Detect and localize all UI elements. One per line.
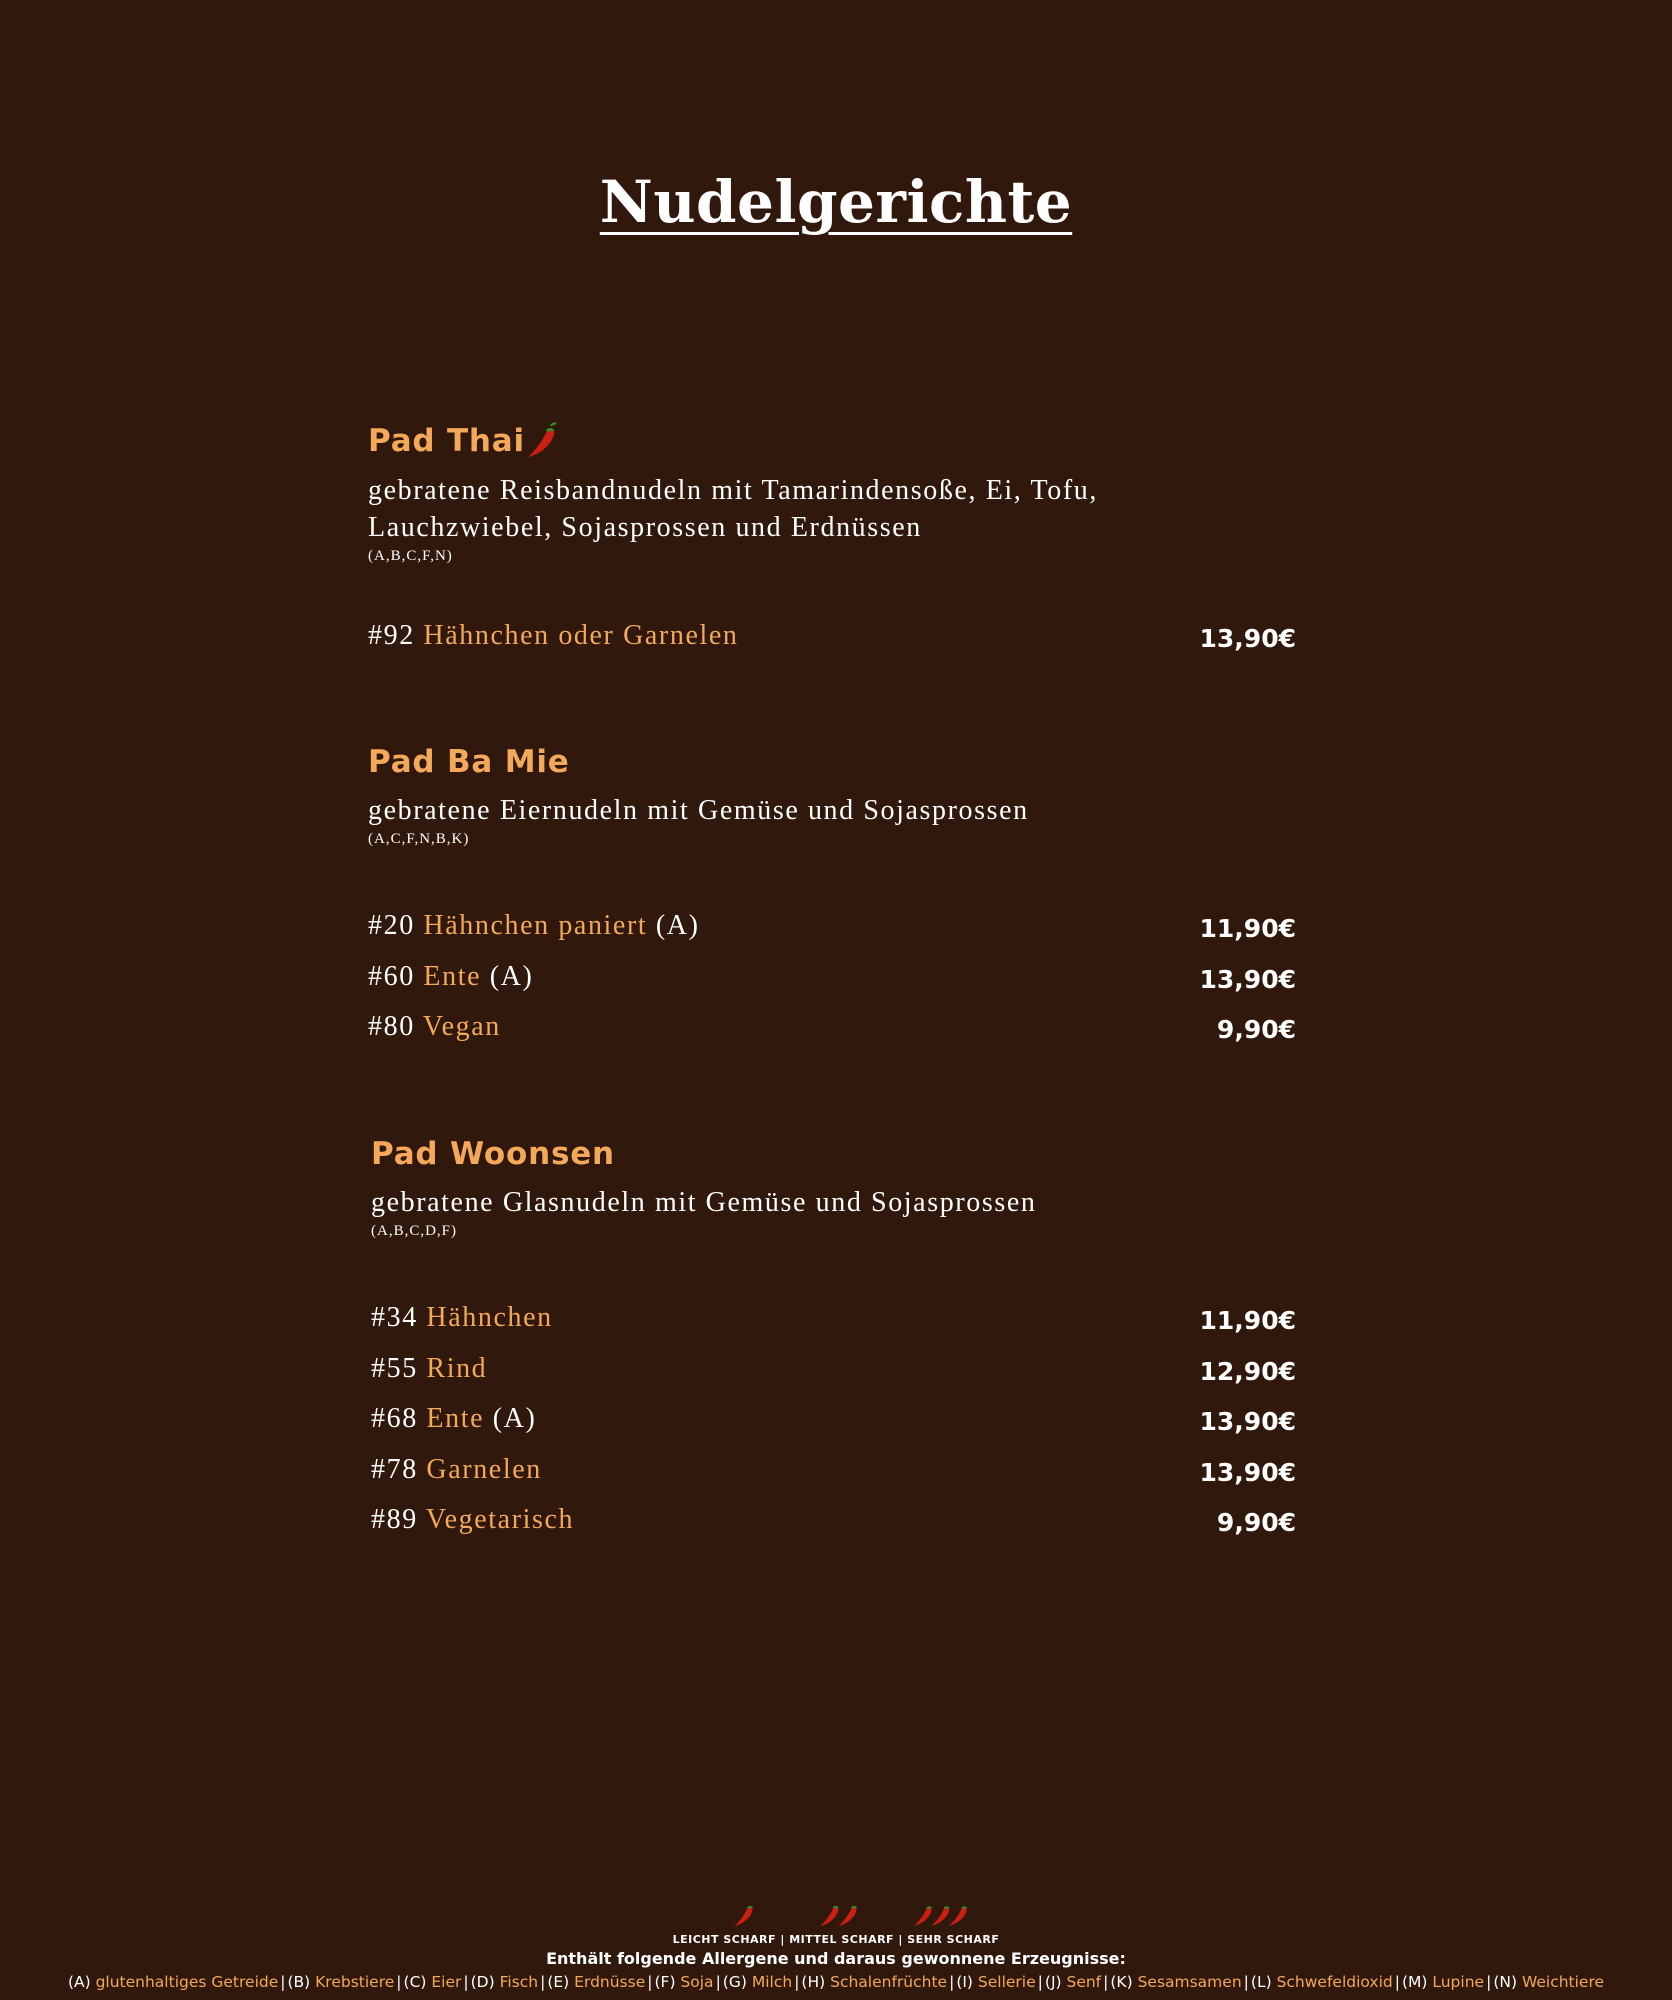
item-number: #55 bbox=[371, 1352, 418, 1384]
spice-legend: LEICHT SCHARF | MITTEL SCHARF | SEHR SCHARF bbox=[672, 1933, 1000, 1946]
item-list-pad-thai bbox=[368, 620, 1296, 671]
item-name: Ente bbox=[426, 1403, 485, 1435]
menu-item-label bbox=[371, 1403, 536, 1435]
menu-item-label bbox=[368, 1011, 501, 1043]
item-price: 12,90€ bbox=[1199, 1356, 1296, 1386]
item-name: Vegetarisch bbox=[425, 1504, 575, 1536]
item-price: 13,90€ bbox=[1199, 964, 1296, 994]
section-pad-woonsen bbox=[371, 1136, 1299, 1240]
item-name: Ente bbox=[423, 960, 482, 992]
allergen-legend bbox=[0, 1973, 1672, 1991]
section-title-text: Pad Thai bbox=[368, 423, 525, 459]
menu-item-label bbox=[371, 1504, 574, 1536]
allergen-name: Sesamsamen bbox=[1137, 1973, 1242, 1991]
allergen-code: (E) bbox=[547, 1973, 575, 1991]
item-name: Vegan bbox=[422, 1011, 501, 1043]
item-number: #68 bbox=[371, 1403, 418, 1435]
menu-item bbox=[371, 1504, 1296, 1555]
menu-item-label bbox=[368, 620, 739, 652]
separator: | bbox=[1103, 1973, 1109, 1991]
allergen-codes: (A,B,C,F,N) bbox=[368, 548, 453, 564]
allergen-name: Schalenfrüchte bbox=[830, 1973, 948, 1991]
separator: | bbox=[396, 1973, 402, 1991]
item-price: 11,90€ bbox=[1199, 914, 1296, 943]
chili-icon bbox=[732, 1900, 756, 1930]
allergen-code: (K) bbox=[1110, 1973, 1138, 1991]
item-allergen-note: (A) bbox=[489, 960, 534, 992]
allergen-name: Soja bbox=[680, 1973, 714, 1991]
chili-pair-icon bbox=[818, 1900, 860, 1930]
allergen-heading: Enthält folgende Allergene und daraus gewonnene Erzeugnisse: bbox=[546, 1949, 1126, 1968]
separator: | bbox=[1486, 1973, 1492, 1991]
allergen-name: glutenhaltiges Getreide bbox=[95, 1973, 279, 1991]
menu-item bbox=[368, 910, 1296, 961]
item-number: #78 bbox=[371, 1453, 418, 1485]
separator: | bbox=[540, 1973, 546, 1991]
menu-item bbox=[371, 1353, 1296, 1404]
menu-item bbox=[368, 961, 1296, 1012]
item-name: Garnelen bbox=[426, 1453, 542, 1485]
menu-item bbox=[371, 1403, 1296, 1454]
allergen-codes: (A,C,F,N,B,K) bbox=[368, 831, 470, 847]
menu-item-label bbox=[371, 1454, 542, 1486]
menu-item-label bbox=[368, 910, 700, 942]
allergen-name: Fisch bbox=[499, 1973, 539, 1991]
item-name: Hähnchen paniert bbox=[423, 910, 648, 941]
item-number: #80 bbox=[368, 1011, 415, 1043]
allergen-name: Milch bbox=[751, 1973, 793, 1991]
item-price: 13,90€ bbox=[1199, 624, 1296, 653]
section-pad-ba-mie bbox=[368, 744, 1296, 848]
menu-item-label bbox=[371, 1353, 487, 1385]
item-list-pad-ba-mie bbox=[368, 910, 1296, 1062]
item-number: #92 bbox=[368, 620, 415, 651]
allergen-code: (F) bbox=[654, 1973, 681, 1991]
item-number: #60 bbox=[368, 960, 415, 992]
separator: | bbox=[1037, 1973, 1043, 1991]
allergen-name: Eier bbox=[431, 1973, 462, 1991]
item-number: #34 bbox=[371, 1302, 418, 1333]
description-line: gebratene Reisbandnudeln mit Tamarindensoße, Ei, Tofu, bbox=[368, 475, 1098, 506]
allergen-code: (G) bbox=[722, 1973, 752, 1991]
allergen-code: (L) bbox=[1250, 1973, 1277, 1991]
description-line: Lauchzwiebel, Sojasprossen und Erdnüssen bbox=[368, 512, 922, 543]
separator: | bbox=[280, 1973, 286, 1991]
menu-item bbox=[371, 1454, 1296, 1505]
allergen-code: (N) bbox=[1493, 1973, 1522, 1991]
section-title bbox=[368, 422, 1296, 460]
item-price: 9,90€ bbox=[1216, 1015, 1296, 1045]
separator: | bbox=[949, 1973, 955, 1991]
section-title-text: Pad Woonsen bbox=[371, 1136, 615, 1172]
item-price: 9,90€ bbox=[1216, 1508, 1296, 1538]
separator: | bbox=[1394, 1973, 1400, 1991]
allergen-code: (C) bbox=[403, 1973, 432, 1991]
item-number: #20 bbox=[368, 910, 415, 941]
allergen-code: (D) bbox=[470, 1973, 500, 1991]
allergen-code: (H) bbox=[801, 1973, 831, 1991]
menu-item bbox=[368, 1011, 1296, 1062]
section-description bbox=[368, 792, 1296, 829]
allergen-name: Weichtiere bbox=[1521, 1973, 1605, 1991]
allergen-name: Sellerie bbox=[977, 1973, 1036, 1991]
item-price: 11,90€ bbox=[1199, 1306, 1296, 1335]
separator: | bbox=[715, 1973, 721, 1991]
allergen-name: Erdnüsse bbox=[574, 1973, 646, 1991]
item-allergen-note: (A) bbox=[492, 1403, 537, 1435]
separator: | bbox=[647, 1973, 653, 1991]
allergen-code: (A) bbox=[67, 1973, 96, 1991]
separator: | bbox=[794, 1973, 800, 1991]
allergen-codes: (A,B,C,D,F) bbox=[371, 1223, 458, 1239]
section-title bbox=[371, 1136, 1299, 1172]
menu-item bbox=[371, 1302, 1296, 1353]
menu-item-label bbox=[368, 961, 533, 993]
chili-icon bbox=[525, 422, 559, 460]
item-name: Rind bbox=[426, 1352, 488, 1384]
item-allergen-note: (A) bbox=[655, 910, 700, 941]
allergen-name: Krebstiere bbox=[315, 1973, 395, 1991]
separator: | bbox=[463, 1973, 469, 1991]
chili-triple-icon bbox=[912, 1900, 970, 1930]
separator: | bbox=[1243, 1973, 1249, 1991]
description-line: gebratene Glasnudeln mit Gemüse und Sojasprossen bbox=[371, 1187, 1037, 1218]
description-line: gebratene Eiernudeln mit Gemüse und Sojasprossen bbox=[368, 795, 1029, 826]
section-description bbox=[368, 472, 1296, 546]
allergen-code: (B) bbox=[287, 1973, 316, 1991]
menu-item-label bbox=[371, 1302, 553, 1334]
item-name: Hähnchen bbox=[426, 1302, 553, 1333]
item-price: 13,90€ bbox=[1199, 1457, 1296, 1487]
item-number: #89 bbox=[371, 1504, 418, 1536]
menu-item bbox=[368, 620, 1296, 671]
section-title bbox=[368, 744, 1296, 780]
section-description bbox=[371, 1184, 1299, 1221]
allergen-name: Senf bbox=[1066, 1973, 1102, 1991]
page-title: Nudelgerichte bbox=[599, 168, 1073, 236]
section-title-text: Pad Ba Mie bbox=[368, 744, 570, 780]
allergen-name: Schwefeldioxid bbox=[1276, 1973, 1393, 1991]
allergen-code: (I) bbox=[956, 1973, 978, 1991]
allergen-code: (J) bbox=[1044, 1973, 1067, 1991]
item-price: 13,90€ bbox=[1199, 1407, 1296, 1437]
item-name: Hähnchen oder Garnelen bbox=[423, 620, 739, 651]
allergen-code: (M) bbox=[1401, 1973, 1433, 1991]
allergen-name: Lupine bbox=[1432, 1973, 1485, 1991]
item-list-pad-woonsen bbox=[371, 1302, 1296, 1555]
section-pad-thai bbox=[368, 422, 1296, 565]
